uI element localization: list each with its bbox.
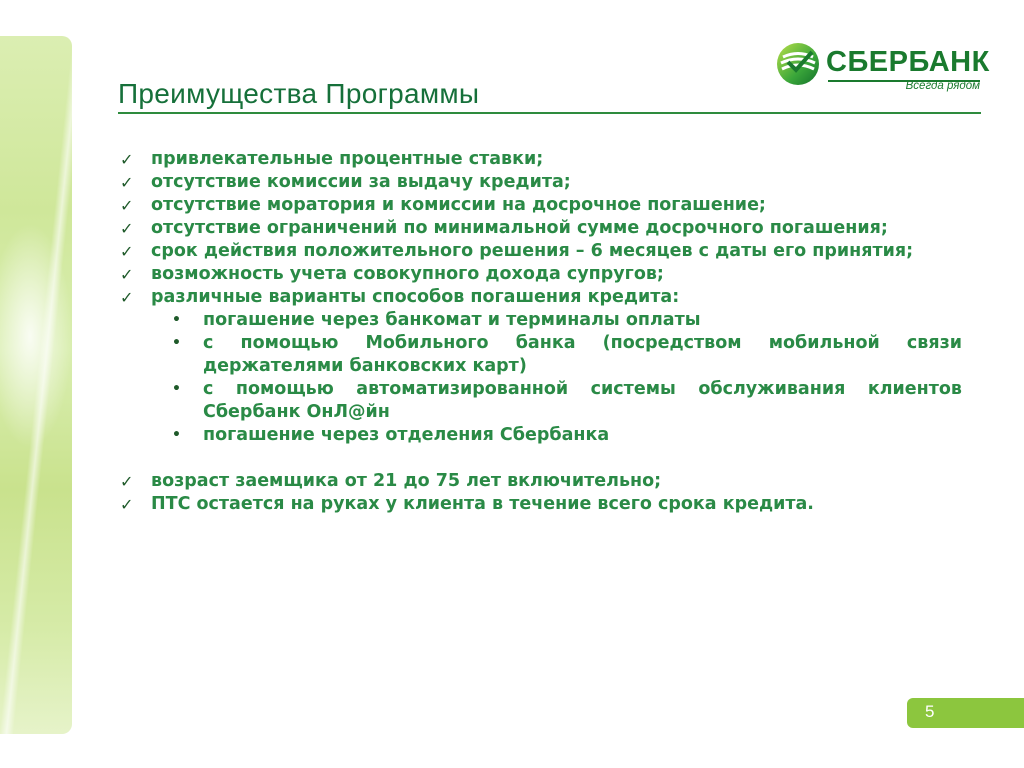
list-item <box>118 470 962 493</box>
page-number: 5 <box>925 702 935 721</box>
list-item-text: возможность учета совокупного дохода супругов; <box>151 264 664 284</box>
decorative-side-panel <box>0 36 72 734</box>
sub-list-item-text: погашение через банкомат и терминалы оплаты <box>203 310 701 330</box>
list-item <box>118 286 962 309</box>
list-item-text: возраст заемщика от 21 до 75 лет включительно; <box>151 471 662 491</box>
list-spacer <box>118 447 962 470</box>
checkmark-icon: ✓ <box>120 242 134 261</box>
page-title: Преимущества Программы <box>118 78 480 109</box>
list-item <box>118 217 962 240</box>
checkmark-icon: ✓ <box>120 288 134 307</box>
bullet-dot-icon: • <box>172 381 181 397</box>
title-underline <box>118 112 981 114</box>
page-number-badge <box>907 698 1024 728</box>
list-item <box>118 148 962 171</box>
sub-list-item <box>118 309 962 332</box>
sub-list-item <box>118 378 962 424</box>
list-item <box>118 171 962 194</box>
list-item-text: отсутствие моратория и комиссии на досрочное погашение; <box>151 195 766 215</box>
sub-list-item <box>118 424 962 447</box>
benefits-list <box>118 148 962 516</box>
checkmark-icon: ✓ <box>120 219 134 238</box>
checkmark-icon: ✓ <box>120 150 134 169</box>
sub-list-item-text: с помощью Мобильного банка (посредством мобильной связи держателями банковских карт) <box>203 333 962 376</box>
list-item-text: отсутствие ограничений по минимальной сумме досрочного погашения; <box>151 218 888 238</box>
sub-list-item <box>118 332 962 378</box>
sberbank-logo <box>776 42 990 98</box>
list-item <box>118 263 962 286</box>
grass-stem-decoration <box>0 36 72 734</box>
bullet-dot-icon: • <box>172 335 181 351</box>
checkmark-icon: ✓ <box>120 495 134 514</box>
list-item-text: привлекательные процентные ставки; <box>151 149 544 169</box>
bullet-dot-icon: • <box>172 427 181 443</box>
bullet-dot-icon: • <box>172 312 181 328</box>
list-item-text: ПТС остается на руках у клиента в течение всего срока кредита. <box>151 494 814 514</box>
list-item <box>118 194 962 217</box>
checkmark-icon: ✓ <box>120 265 134 284</box>
list-item-text: различные варианты способов погашения кредита: <box>151 287 680 307</box>
list-item-text: отсутствие комиссии за выдачу кредита; <box>151 172 571 192</box>
list-item <box>118 493 962 516</box>
checkmark-icon: ✓ <box>120 173 134 192</box>
checkmark-icon: ✓ <box>120 472 134 491</box>
logo-tagline: Всегда рядом <box>905 80 980 92</box>
list-item <box>118 240 962 263</box>
sberbank-logo-icon <box>776 42 820 86</box>
list-item-text: срок действия положительного решения – 6 месяцев с даты его принятия; <box>151 241 914 261</box>
sub-list-item-text: с помощью автоматизированной системы обслуживания клиентов Сбербанк ОнЛ@йн <box>203 379 962 422</box>
logo-name: СБЕРБАНК <box>826 46 990 78</box>
checkmark-icon: ✓ <box>120 196 134 215</box>
sub-list-item-text: погашение через отделения Сбербанка <box>203 425 610 445</box>
